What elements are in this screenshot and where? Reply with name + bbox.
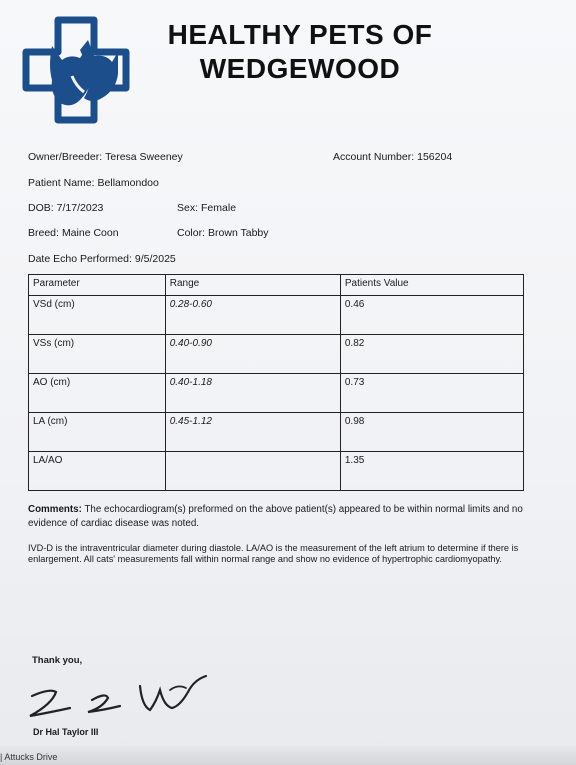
sex-label: Sex: [177, 202, 199, 214]
table-row [29, 374, 524, 413]
dob-value: 7/17/2023 [56, 202, 104, 214]
range-cell: 0.40-0.90 [165, 335, 340, 374]
owner-label: Owner/Breeder: [28, 151, 103, 163]
column-header: Range [165, 275, 340, 296]
comments-text: The echocardiogram(s) preformed on the above patient(s) appeared to be within normal limits and no evidence of cardiac disease was noted. [28, 504, 523, 529]
breed-value: Maine Coon [61, 227, 119, 239]
range-cell: 0.45-1.12 [165, 413, 340, 452]
account-value: 156204 [417, 151, 453, 163]
column-header: Parameter [29, 275, 166, 296]
color-label: Color: [177, 227, 206, 239]
parameter-cell: AO (cm) [29, 374, 166, 413]
clinic-logo-icon [22, 16, 130, 124]
clinic-name-line-1: HEALTHY PETS OF [167, 19, 433, 50]
echo-date-field [28, 253, 176, 265]
parameter-cell: VSs (cm) [29, 335, 166, 374]
value-cell: 1.35 [340, 452, 523, 491]
range-cell: 0.28-0.60 [165, 296, 340, 335]
doctor-name: Dr Hal Taylor III [33, 727, 99, 737]
owner-field [28, 151, 183, 163]
dob-field [28, 202, 103, 214]
breed-field [28, 227, 119, 239]
footer-strip [0, 746, 576, 765]
measurement-note: IVD-D is the intraventricular diameter during diastole. LA/AO is the measurement of the left atrium to determine if there is enlargement. All cats' measurements fall within normal range and show no evidence of hypertrophic cardiomyopathy. [28, 543, 519, 564]
value-cell: 0.98 [340, 413, 523, 452]
account-field [333, 151, 452, 163]
breed-label: Breed: [28, 227, 59, 239]
comments-paragraph [28, 503, 528, 531]
value-cell: 0.82 [340, 335, 523, 374]
color-field [177, 227, 269, 239]
sex-value: Female [201, 202, 237, 214]
range-cell [165, 452, 340, 491]
dob-label: DOB: [28, 202, 54, 214]
clinic-name-line-2: WEDGEWOOD [199, 53, 401, 84]
account-label: Account Number: [333, 151, 415, 163]
parameter-cell: LA/AO [29, 452, 166, 491]
table-row [29, 452, 524, 491]
patient-name-label: Patient Name: [28, 177, 95, 189]
echo-date-label: Date Echo Performed: [28, 253, 132, 265]
owner-value: Teresa Sweeney [105, 151, 183, 163]
color-value: Brown Tabby [208, 227, 269, 239]
clinic-name [140, 18, 460, 86]
column-header: Patients Value [340, 275, 523, 296]
echo-date-value: 9/5/2025 [134, 253, 176, 265]
echo-results-table [28, 274, 524, 491]
table-row [29, 335, 524, 374]
range-cell: 0.40-1.18 [165, 374, 340, 413]
table-row [29, 296, 524, 335]
patient-name-value: Bellamondoo [97, 177, 159, 189]
table-header-row [29, 275, 524, 296]
parameter-cell: LA (cm) [29, 413, 166, 452]
thank-you-text: Thank you, [32, 655, 83, 666]
parameter-cell: VSd (cm) [29, 296, 166, 335]
value-cell: 0.73 [340, 374, 523, 413]
comments-label: Comments: [28, 504, 82, 515]
signature-icon [22, 666, 222, 726]
table-row [29, 413, 524, 452]
patient-name-field [28, 177, 159, 189]
value-cell: 0.46 [340, 296, 523, 335]
sex-field [177, 202, 236, 214]
footer-address-partial: | Attucks Drive [0, 752, 58, 762]
